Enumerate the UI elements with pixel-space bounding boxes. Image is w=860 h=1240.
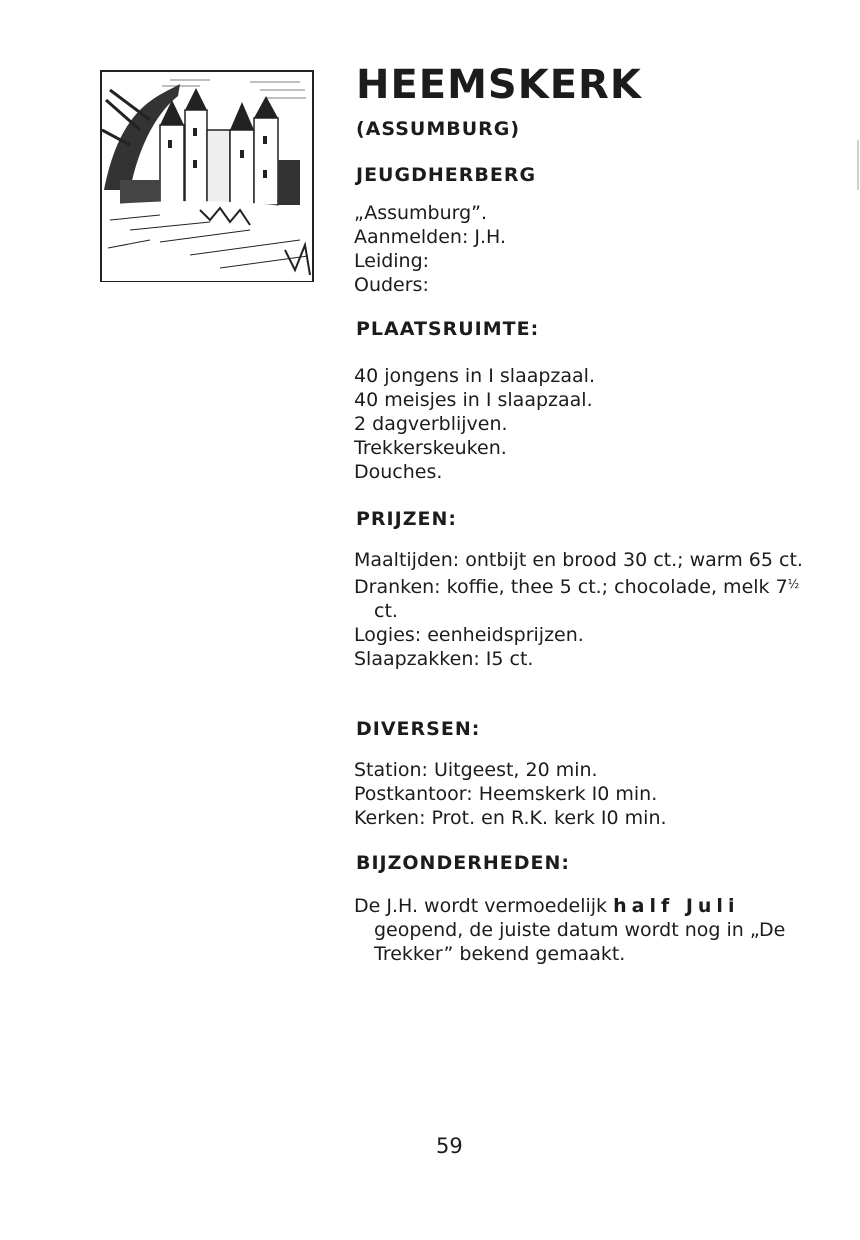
section-heading-prijzen: PRIJZEN:: [356, 508, 457, 530]
page-number: 59: [436, 1134, 463, 1158]
page-subtitle: (ASSUMBURG): [356, 118, 521, 140]
list-item: Station: Uitgeest, 20 min.: [354, 759, 598, 781]
prijzen-maaltijden: Maaltijden: ontbijt en brood 30 ct.; warm 65 ct.: [354, 549, 803, 571]
bijzonderheden-block: [354, 894, 804, 966]
bijzonderheden-part2: geopend, de juiste datum wordt nog in „De Trekker” bekend gemaakt.: [374, 919, 786, 965]
list-item: 2 dagverblijven.: [354, 413, 508, 435]
list-item: Trekkerskeuken.: [354, 437, 507, 459]
dranken-unit: ct.: [374, 600, 398, 622]
list-item: 40 meisjes in I slaapzaal.: [354, 389, 593, 411]
dranken-text: Dranken: koffie, thee 5 ct.; chocolade, melk 7: [354, 576, 788, 598]
list-item: Aanmelden: J.H.: [354, 226, 507, 248]
page-title: HEEMSKERK: [356, 62, 642, 108]
jeugdherberg-lines: [354, 201, 506, 297]
list-item: „Assumburg”.: [354, 202, 488, 224]
prijzen-dranken: [354, 572, 804, 623]
list-item: Postkantoor: Heemskerk I0 min.: [354, 783, 658, 805]
castle-illustration-icon: [100, 70, 314, 282]
bijzonderheden-emphasis: half Juli: [613, 895, 740, 917]
list-item: Ouders:: [354, 274, 429, 296]
section-heading-jeugdherberg: JEUGDHERBERG: [356, 164, 537, 186]
list-item: 40 jongens in I slaapzaal.: [354, 365, 595, 387]
list-item: Leiding:: [354, 250, 430, 272]
bijzonderheden-part1: De J.H. wordt vermoedelijk: [354, 895, 614, 917]
bijzonderheden-text: [354, 894, 804, 966]
diversen-lines: [354, 758, 667, 830]
list-item: Douches.: [354, 461, 443, 483]
prijzen-slaapzakken: Slaapzakken: I5 ct.: [354, 648, 534, 670]
section-heading-diversen: DIVERSEN:: [356, 718, 481, 740]
castle-illustration: [100, 70, 314, 282]
section-heading-bijzonderheden: BIJZONDERHEDEN:: [356, 852, 570, 874]
page-edge-mark: [857, 140, 859, 190]
prijzen-logies: Logies: eenheidsprijzen.: [354, 624, 584, 646]
list-item: Kerken: Prot. en R.K. kerk I0 min.: [354, 807, 667, 829]
prijzen-block: [354, 548, 804, 671]
dranken-fraction: ½: [787, 577, 800, 591]
plaatsruimte-lines: [354, 364, 595, 484]
section-heading-plaatsruimte: PLAATSRUIMTE:: [356, 318, 540, 340]
